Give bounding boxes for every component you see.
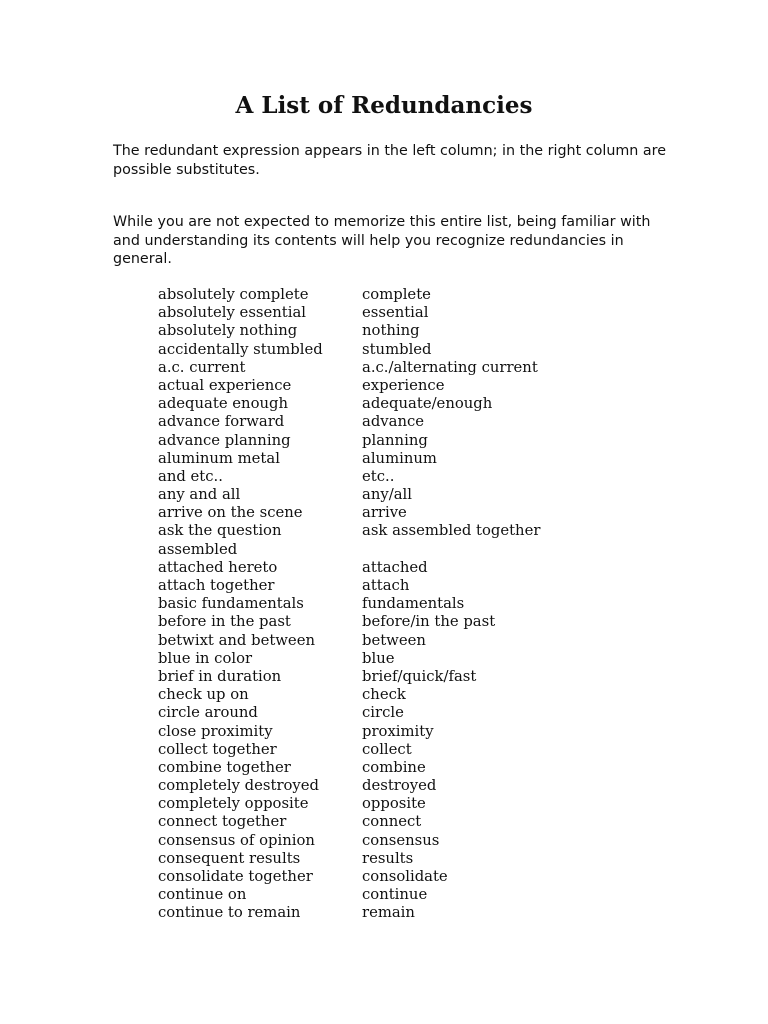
redundant-expression: absolutely nothing [158, 322, 298, 340]
substitute-expression: arrive [362, 504, 407, 522]
list-row [158, 304, 678, 322]
list-row [158, 359, 678, 377]
redundant-expression: ask the question [158, 522, 282, 540]
substitute-expression: collect [362, 740, 412, 758]
redundant-expression: brief in duration [158, 667, 282, 685]
redundant-expression: circle around [158, 704, 258, 722]
redundant-expression: any and all [158, 486, 241, 504]
substitute-expression: before/in the past [362, 613, 496, 631]
redundant-expression: and etc.. [158, 467, 223, 485]
list-row [158, 759, 678, 777]
substitute-expression: check [362, 686, 406, 704]
list-row [158, 377, 678, 395]
list-row [158, 432, 678, 450]
note-paragraph: While you are not expected to memorize this entire list, being familiar with and understanding its contents will help you recognize redundancies in general. [113, 214, 651, 267]
substitute-expression: planning [362, 431, 428, 449]
substitute-expression: consensus [362, 831, 440, 849]
list-row [158, 541, 678, 559]
redundant-expression: actual experience [158, 376, 292, 394]
substitute-expression: fundamentals [362, 595, 465, 613]
list-row [158, 886, 678, 904]
list-row [158, 632, 678, 650]
list-row [158, 704, 678, 722]
substitute-expression: aluminum [362, 449, 437, 467]
redundant-expression: consolidate together [158, 868, 313, 885]
redundant-expression: betwixt and between [158, 631, 315, 649]
substitute-expression: remain [362, 904, 415, 922]
list-row [158, 595, 678, 613]
substitute-expression: results [362, 849, 414, 867]
redundant-expression: assembled [158, 540, 238, 558]
list-row [158, 522, 678, 540]
substitute-expression: opposite [362, 795, 426, 813]
substitute-expression: continue [362, 886, 428, 904]
substitute-expression: proximity [362, 722, 434, 740]
redundant-expression: connect together [158, 813, 287, 831]
redundancy-list [158, 286, 678, 923]
redundant-expression: completely destroyed [158, 777, 320, 795]
redundant-expression: attached hereto [158, 558, 278, 576]
substitute-expression: attached [362, 558, 428, 576]
list-row [158, 504, 678, 522]
substitute-expression: experience [362, 376, 445, 394]
substitute-expression: connect [362, 813, 422, 831]
list-row [158, 813, 678, 831]
substitute-expression [362, 541, 678, 559]
substitute-expression: attach [362, 577, 410, 594]
intro-paragraph: The redundant expression appears in the left column; in the right column are possible substitutes. [113, 143, 667, 178]
redundant-expression: accidentally stumbled [158, 340, 323, 358]
substitute-expression: essential [362, 304, 429, 322]
list-row [158, 668, 678, 686]
substitute-expression: complete [362, 286, 431, 303]
redundant-expression: continue to remain [158, 904, 301, 922]
substitute-expression: consolidate [362, 868, 448, 885]
page-title: A List of Redundancies [235, 92, 533, 119]
list-row [158, 559, 678, 577]
substitute-expression: etc.. [362, 467, 395, 485]
list-row [158, 832, 678, 850]
redundant-expression: basic fundamentals [158, 595, 304, 613]
redundant-expression: check up on [158, 686, 249, 704]
redundant-expression: advance planning [158, 431, 291, 449]
list-row [158, 341, 678, 359]
redundant-expression: consensus of opinion [158, 831, 315, 849]
list-row [158, 286, 678, 304]
redundant-expression: blue in color [158, 649, 253, 667]
redundant-expression: before in the past [158, 613, 291, 631]
redundant-expression: close proximity [158, 722, 273, 740]
list-row [158, 868, 678, 886]
list-row [158, 322, 678, 340]
list-row [158, 395, 678, 413]
substitute-expression: combine [362, 758, 426, 776]
list-row [158, 777, 678, 795]
redundant-expression: aluminum metal [158, 449, 280, 467]
redundant-expression: collect together [158, 740, 277, 758]
list-row [158, 450, 678, 468]
substitute-expression: nothing [362, 322, 420, 340]
list-row [158, 613, 678, 631]
substitute-expression: blue [362, 649, 395, 667]
list-row [158, 795, 678, 813]
redundant-expression: a.c. current [158, 358, 246, 376]
substitute-expression: ask assembled together [362, 522, 541, 540]
redundant-expression: consequent results [158, 849, 301, 867]
substitute-expression: circle [362, 704, 404, 722]
redundant-expression: combine together [158, 758, 291, 776]
redundant-expression: continue on [158, 886, 247, 904]
list-row [158, 686, 678, 704]
substitute-expression: any/all [362, 486, 412, 504]
substitute-expression: advance [362, 413, 425, 431]
list-row [158, 741, 678, 759]
redundant-expression: advance forward [158, 413, 285, 431]
redundant-expression: absolutely complete [158, 286, 309, 303]
list-row [158, 723, 678, 741]
redundant-expression: absolutely essential [158, 304, 307, 322]
list-row [158, 850, 678, 868]
redundant-expression: adequate enough [158, 395, 289, 413]
substitute-expression: brief/quick/fast [362, 667, 477, 685]
substitute-expression: a.c./alternating current [362, 358, 538, 376]
redundant-expression: attach together [158, 577, 275, 594]
list-row [158, 413, 678, 431]
list-row [158, 650, 678, 668]
substitute-expression: stumbled [362, 340, 432, 358]
list-row [158, 904, 678, 922]
list-row [158, 486, 678, 504]
substitute-expression: adequate/enough [362, 395, 493, 413]
list-row [158, 468, 678, 486]
list-row [158, 577, 678, 595]
redundant-expression: completely opposite [158, 795, 309, 813]
redundant-expression: arrive on the scene [158, 504, 303, 522]
substitute-expression: between [362, 631, 426, 649]
substitute-expression: destroyed [362, 777, 437, 795]
